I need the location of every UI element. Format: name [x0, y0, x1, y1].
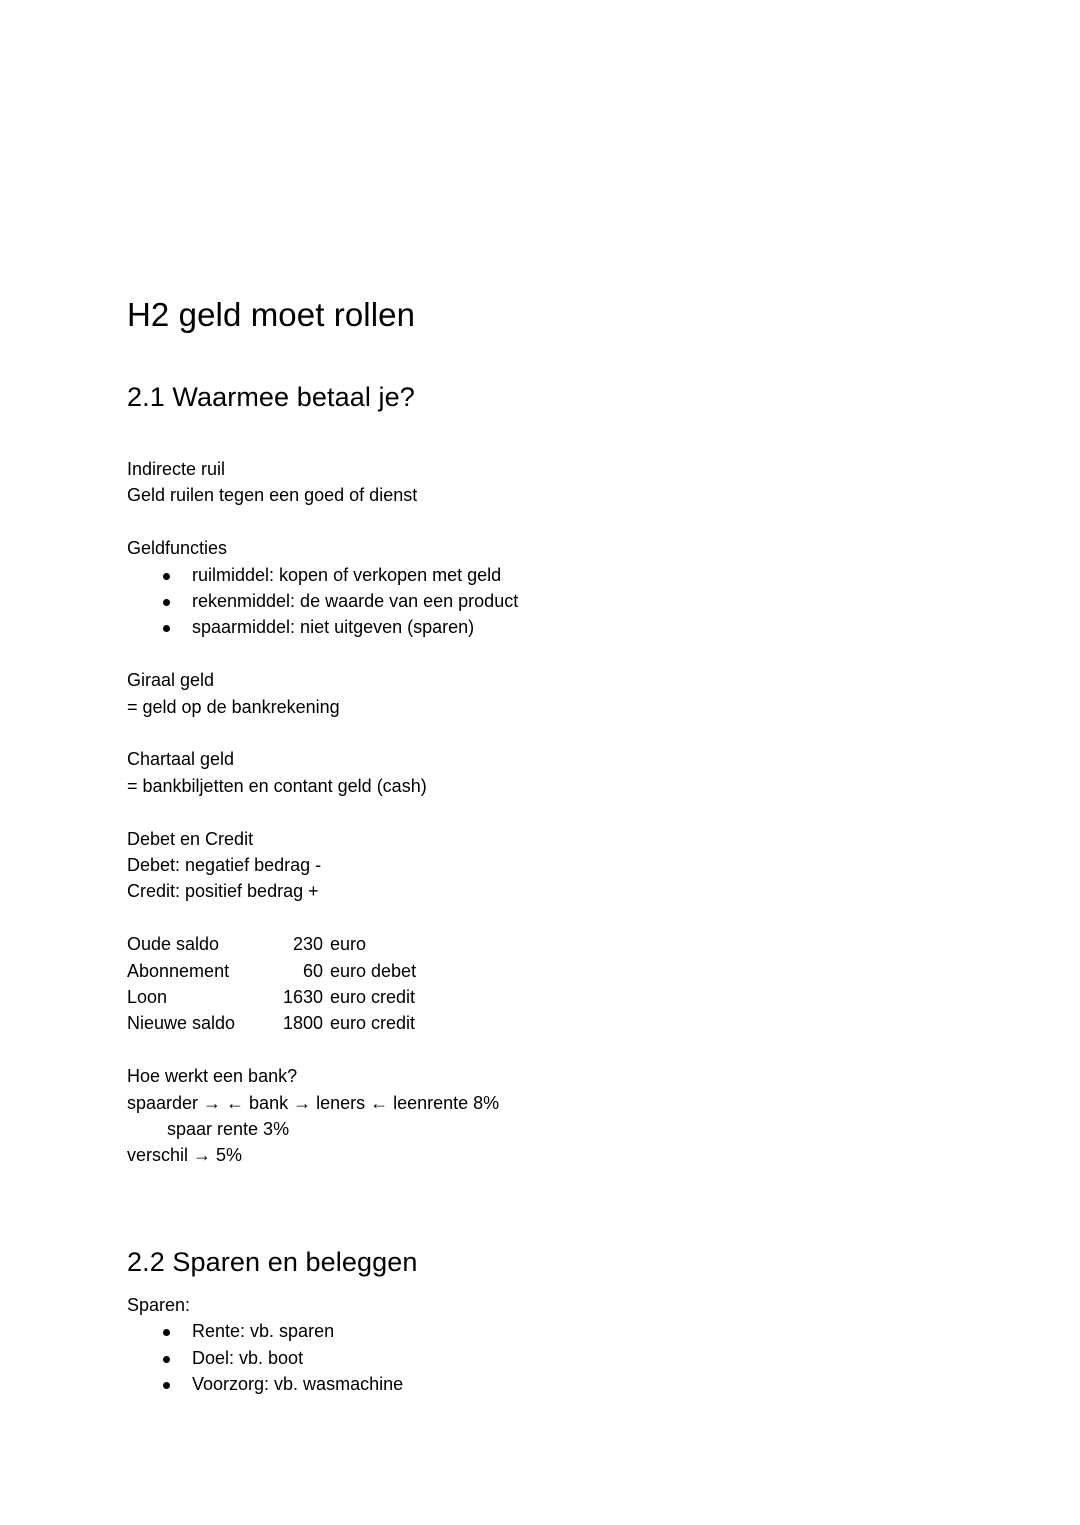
table-row	[127, 931, 416, 957]
list-item: Voorzorg: vb. wasmachine	[127, 1371, 957, 1397]
spacer	[127, 413, 957, 456]
bank-flow-line: spaarder → ← bank → leners ← leenrente 8%	[127, 1092, 500, 1113]
section-heading-2-2: 2.2 Sparen en beleggen	[127, 1246, 418, 1277]
saldo-unit: euro credit	[330, 1013, 416, 1034]
list-item: ruilmiddel: kopen of verkopen met geld	[127, 562, 957, 588]
paragraph-hoe-werkt-een-bank	[127, 1063, 957, 1169]
text-line: Indirecte ruil	[127, 458, 226, 479]
spaar-rente-line: spaar rente 3%	[167, 1119, 290, 1140]
text-line: = bankbiljetten en contant geld (cash)	[127, 775, 427, 796]
text-line: Hoe werkt een bank?	[127, 1066, 298, 1087]
list-lead-label: Sparen:	[127, 1294, 191, 1315]
saldo-amount: 1630	[282, 987, 323, 1008]
paragraph-giraal-geld	[127, 667, 957, 720]
text-line: Debet en Credit	[127, 828, 254, 849]
spacer	[127, 1169, 957, 1247]
spacer	[127, 509, 957, 535]
spacer	[127, 641, 957, 667]
saldo-table	[127, 931, 416, 1037]
verschil-line: verschil → 5%	[127, 1145, 243, 1166]
text-line: Giraal geld	[127, 670, 215, 691]
text-line: Chartaal geld	[127, 749, 235, 770]
saldo-label: Abonnement	[127, 960, 230, 981]
document-content	[127, 296, 957, 1398]
saldo-unit: euro	[330, 934, 367, 955]
list-item: rekenmiddel: de waarde van een product	[127, 588, 957, 614]
table-row	[127, 958, 416, 984]
saldo-unit: euro debet	[330, 960, 417, 981]
bullet-list-geldfuncties	[127, 562, 957, 641]
list-item: Rente: vb. sparen	[127, 1318, 957, 1344]
bullet-list-sparen	[127, 1318, 957, 1397]
saldo-amount: 230	[292, 934, 323, 955]
list-item: spaarmiddel: niet uitgeven (sparen)	[127, 614, 957, 640]
saldo-label: Loon	[127, 987, 168, 1008]
text-line: Geld ruilen tegen een goed of dienst	[127, 485, 418, 506]
paragraph-indirecte-ruil	[127, 456, 957, 509]
paragraph-chartaal-geld	[127, 746, 957, 799]
spacer	[127, 1278, 957, 1292]
list-lead-label: Geldfuncties	[127, 538, 228, 559]
text-line: = geld op de bankrekening	[127, 696, 340, 717]
table-row	[127, 1010, 416, 1036]
page-title: H2 geld moet rollen	[127, 296, 416, 333]
block-geldfuncties	[127, 535, 957, 641]
spacer	[127, 1037, 957, 1063]
block-sparen	[127, 1292, 957, 1398]
section-heading-2-1: 2.1 Waarmee betaal je?	[127, 381, 415, 412]
paragraph-debet-credit	[127, 826, 957, 905]
spacer	[127, 720, 957, 746]
spacer	[127, 334, 957, 382]
saldo-amount: 1800	[282, 1013, 323, 1034]
list-item: Doel: vb. boot	[127, 1345, 957, 1371]
saldo-label: Nieuwe saldo	[127, 1013, 236, 1034]
spacer	[127, 799, 957, 825]
text-line: Debet: negatief bedrag -	[127, 855, 322, 876]
saldo-unit: euro credit	[330, 987, 416, 1008]
saldo-amount: 60	[302, 960, 323, 981]
table-row	[127, 984, 416, 1010]
text-line: Credit: positief bedrag +	[127, 881, 319, 902]
saldo-label: Oude saldo	[127, 934, 220, 955]
spacer	[127, 905, 957, 931]
